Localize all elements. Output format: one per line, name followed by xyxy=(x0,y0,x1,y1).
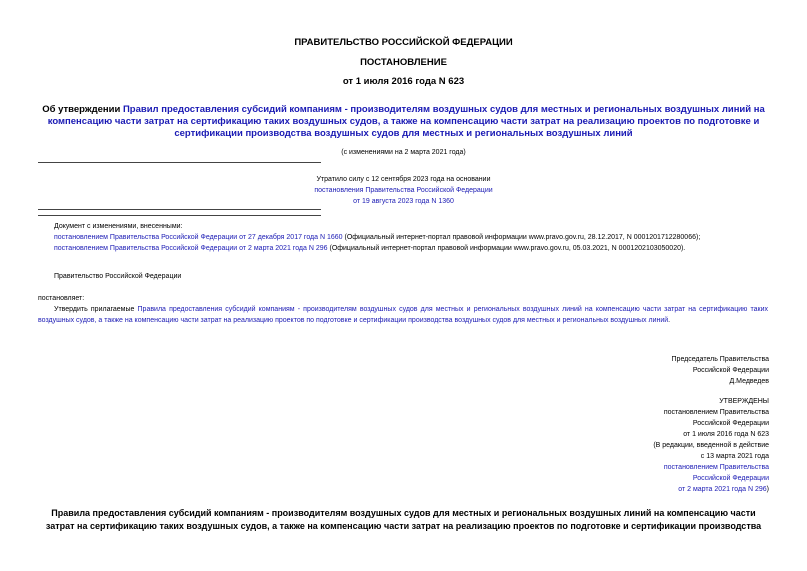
document-title xyxy=(30,104,777,140)
change-decree-link-296[interactable]: постановлением Правительства Российской Федерации от 2 марта 2021 года N 296 xyxy=(54,245,328,252)
government-heading: ПРАВИТЕЛЬСТВО РОССИЙСКОЙ ФЕДЕРАЦИИ xyxy=(294,37,513,48)
approved-decree-link[interactable]: постановлением Правительства xyxy=(663,464,769,471)
document-date: от 1 июля 2016 года N 623 xyxy=(342,76,465,87)
change-source: (Официальный интернет-портал правовой информации www.pravo.gov.ru, 28.12.2017, N 0001201712280066); xyxy=(342,234,701,241)
divider xyxy=(38,209,321,210)
decrees-word: постановляет: xyxy=(38,295,85,302)
signature-country: Российской Федерации xyxy=(692,367,769,374)
rules-title: Правила предоставления субсидий компаниям - производителям воздушных судов для местных и региональных воздушных линий на компенсацию части затрат на сертификацию таких воздушных судов, а также на компенсацию части затрат на реализацию проектов по подготовке и сертификации производства xyxy=(45,508,762,531)
signature-block xyxy=(672,354,769,387)
title-rules-link[interactable]: Правил предоставления субсидий компаниям - производителям воздушных судов для местных и региональных воздушных линий на компенсацию части затрат на сертификацию таких воздушных судов, а также на компенсацию части затрат на реализацию проектов по подготовке и сертификации производства воздушных судов для местных и региональных воздушных линий xyxy=(47,104,765,139)
changes-heading: Документ с изменениями, внесенными: xyxy=(54,223,183,230)
signature-title: Председатель Правительства xyxy=(671,356,769,363)
approved-line: (В редакции, введенной в действие xyxy=(653,442,769,449)
title-prefix: Об утверждении xyxy=(42,104,123,115)
expired-notice xyxy=(0,174,807,207)
approve-prefix: Утвердить прилагаемые xyxy=(54,306,138,313)
approved-close-paren: ) xyxy=(766,486,769,493)
approved-heading: УТВЕРЖДЕНЫ xyxy=(719,398,769,405)
approve-suffix: . xyxy=(668,317,671,324)
changes-item xyxy=(54,243,794,254)
approved-line xyxy=(653,484,769,495)
approved-line: от 1 июля 2016 года N 623 xyxy=(683,431,769,438)
expired-decree-link[interactable]: постановления Правительства Российской Федерации xyxy=(314,187,493,194)
changes-block xyxy=(54,221,794,254)
approved-line: с 13 марта 2021 года xyxy=(700,453,769,460)
approve-paragraph xyxy=(38,304,768,326)
expired-decree-date-link[interactable]: от 19 августа 2023 года N 1360 xyxy=(353,198,454,205)
divider xyxy=(38,162,321,163)
signature-name: Д.Медведев xyxy=(729,378,769,385)
divider xyxy=(38,215,321,216)
approve-rules-link[interactable]: Правила предоставления субсидий компаниям - производителям воздушных судов для местных и региональных воздушных линий на компенсацию части затрат на сертификацию таких воздушных судов, а также на компенсацию части затрат на реализацию проектов по подготовке и сертификации производства воздушных судов для местных и региональных воздушных линий xyxy=(38,306,768,324)
change-decree-link-1660[interactable]: постановлением Правительства Российской Федерации от 27 декабря 2017 года N 1660 xyxy=(54,234,343,241)
approved-line: постановлением Правительства xyxy=(663,409,769,416)
document-type: ПОСТАНОВЛЕНИЕ xyxy=(360,57,447,68)
approved-decree-country-link[interactable]: Российской Федерации xyxy=(692,475,769,482)
approved-block xyxy=(653,396,769,495)
amendment-note: (с изменениями на 2 марта 2021 года) xyxy=(341,149,466,156)
approved-line: Российской Федерации xyxy=(692,420,769,427)
change-source: (Официальный интернет-портал правовой информации www.pravo.gov.ru, 05.03.2021, N 0001202103050020). xyxy=(327,245,686,252)
changes-item xyxy=(54,232,794,243)
government-line: Правительство Российской Федерации xyxy=(54,273,182,280)
expired-line: Утратило силу с 12 сентября 2023 года на основании xyxy=(316,176,491,183)
approved-decree-date-link[interactable]: от 2 марта 2021 года N 296 xyxy=(678,486,767,493)
